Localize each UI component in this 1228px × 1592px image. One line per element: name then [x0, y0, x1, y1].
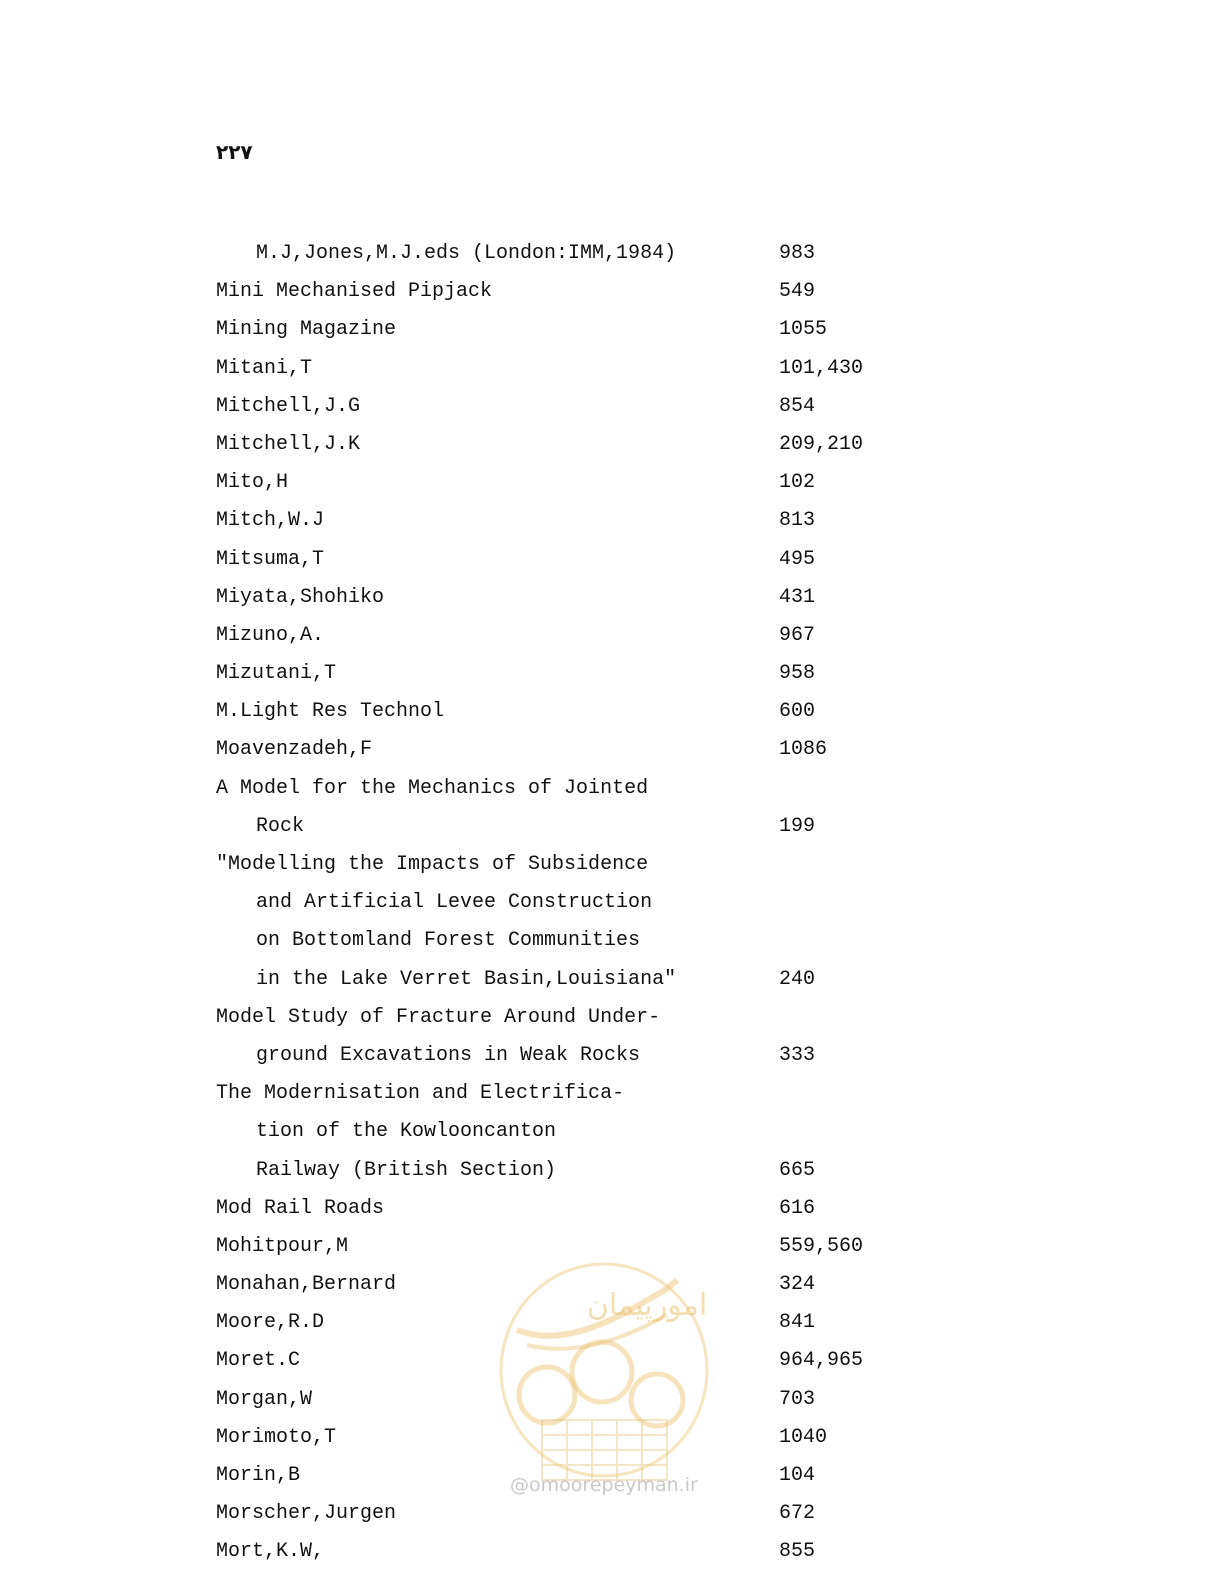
index-entry [216, 655, 936, 693]
index-entry-pages: 431 [779, 585, 816, 609]
index-entry [216, 731, 936, 769]
index-entry-term: Mod Rail Roads [216, 1196, 385, 1220]
index-entry [216, 311, 936, 349]
index-entry-term: Miyata,Shohiko [216, 585, 385, 609]
index-entry-pages: 813 [779, 509, 816, 533]
index-entry [216, 1075, 936, 1113]
index-entry [216, 502, 936, 540]
index-entry-term: Model Study of Fracture Around Under- [216, 1005, 661, 1029]
index-entry-pages: 549 [779, 280, 816, 304]
index-entry [216, 235, 936, 273]
index-entry-pages: 240 [779, 967, 816, 991]
index-entry-pages: 855 [779, 1540, 816, 1564]
index-entry-pages: 854 [779, 394, 816, 418]
index-entry [216, 922, 936, 960]
index-entry-pages: 495 [779, 547, 816, 571]
index-entry [216, 1495, 936, 1533]
index-entry-term: A Model for the Mechanics of Jointed [216, 776, 649, 800]
index-entry [216, 1113, 936, 1151]
index-entry-pages: 1055 [779, 318, 828, 342]
index-entry-term: Morin,B [216, 1464, 301, 1487]
index-entry-pages: 600 [779, 700, 816, 724]
index-entry-term: Moret.C [216, 1349, 301, 1373]
index-entry-term: M.J,Jones,M.J.eds (London:IMM,1984) [256, 242, 677, 265]
index-entry-pages: 1040 [779, 1425, 828, 1449]
index-entry-term: Mitsuma,T [216, 547, 325, 571]
index-entry-pages: 964,965 [779, 1349, 864, 1373]
index-entry-term: Mohitpour,M [216, 1234, 349, 1258]
index-entry [216, 426, 936, 464]
index-entry-pages: 967 [779, 623, 816, 647]
index-entry-term: Moore,R.D [216, 1311, 325, 1335]
index-entry-pages: 958 [779, 662, 816, 686]
index-entry-pages: 101,430 [779, 356, 864, 380]
index-entry-term: Mitchell,J.G [216, 394, 361, 418]
index-entry [216, 1190, 936, 1228]
index-entry [216, 541, 936, 579]
index-entry-pages: 841 [779, 1311, 816, 1335]
index-entry-term: Morscher,Jurgen [216, 1502, 397, 1526]
index-entry-term: M.Light Res Technol [216, 700, 445, 724]
index-entry [216, 770, 936, 808]
index-entry [216, 617, 936, 655]
page-number: ۲۲۷ [216, 140, 253, 164]
index-entry-term: Morimoto,T [216, 1425, 337, 1449]
index-entry-term: Monahan,Bernard [216, 1273, 397, 1297]
index-entry-term: "Modelling the Impacts of Subsidence [216, 853, 649, 876]
index-entry-term: Mining Magazine [216, 318, 397, 342]
index-entry-pages: 333 [779, 1043, 816, 1067]
index-entry-pages: 983 [779, 242, 816, 265]
index-entry-pages: 104 [779, 1464, 816, 1487]
index-entry-term: and Artificial Levee Construction [256, 891, 653, 915]
index-entry-pages: 559,560 [779, 1234, 864, 1258]
index-entry-pages: 209,210 [779, 432, 864, 456]
index-entry [216, 693, 936, 731]
index-entry-term: Moavenzadeh,F [216, 738, 373, 762]
index-entry-term: Mizuno,A. [216, 623, 325, 647]
index-entry-term: Rock [256, 814, 305, 838]
watermark-logo-icon [497, 1260, 711, 1500]
index-entry-term: ground Excavations in Weak Rocks [256, 1043, 641, 1067]
index-entry-term: tion of the Kowlooncanton [256, 1120, 557, 1144]
index-entry-pages: 1086 [779, 738, 828, 762]
index-entry-pages: 665 [779, 1158, 816, 1182]
index-entry [216, 388, 936, 426]
index-entry-pages: 616 [779, 1196, 816, 1220]
index-entry [216, 350, 936, 388]
index-entry [216, 1037, 936, 1075]
index-entry-term: Railway (British Section) [256, 1158, 557, 1182]
index-entry-pages: 324 [779, 1273, 816, 1297]
index-entry [216, 1533, 936, 1571]
index-entry-term: in the Lake Verret Basin,Louisiana" [256, 967, 677, 991]
index-entry-term: Mort,K.W, [216, 1540, 325, 1564]
index-entry [216, 999, 936, 1037]
index-entry-term: Mito,H [216, 471, 289, 495]
index-entry [216, 808, 936, 846]
watermark-logo-text: امورپیمان [586, 1288, 708, 1323]
index-entry [216, 273, 936, 311]
index-entry [216, 884, 936, 922]
watermark-site: @omoorepeyman.ir [510, 1474, 698, 1496]
index-entry-term: Mizutani,T [216, 662, 337, 686]
index-entry-pages: 703 [779, 1387, 816, 1411]
index-entry [216, 961, 936, 999]
index-entry [216, 579, 936, 617]
index-entry-term: Mitani,T [216, 356, 313, 380]
index-entry-term: Mini Mechanised Pipjack [216, 280, 493, 304]
index-entry-term: on Bottomland Forest Communities [256, 929, 641, 953]
index-entry [216, 1152, 936, 1190]
index-entry [216, 846, 936, 884]
index-entry-pages: 199 [779, 814, 816, 838]
index-entry-term: The Modernisation and Electrifica- [216, 1082, 625, 1106]
index-entry [216, 464, 936, 502]
index-entry-pages: 672 [779, 1502, 816, 1526]
index-entry-term: Mitch,W.J [216, 509, 325, 533]
index-entry-term: Mitchell,J.K [216, 432, 361, 456]
index-entry-pages: 102 [779, 471, 816, 495]
index-entry-term: Morgan,W [216, 1387, 313, 1411]
